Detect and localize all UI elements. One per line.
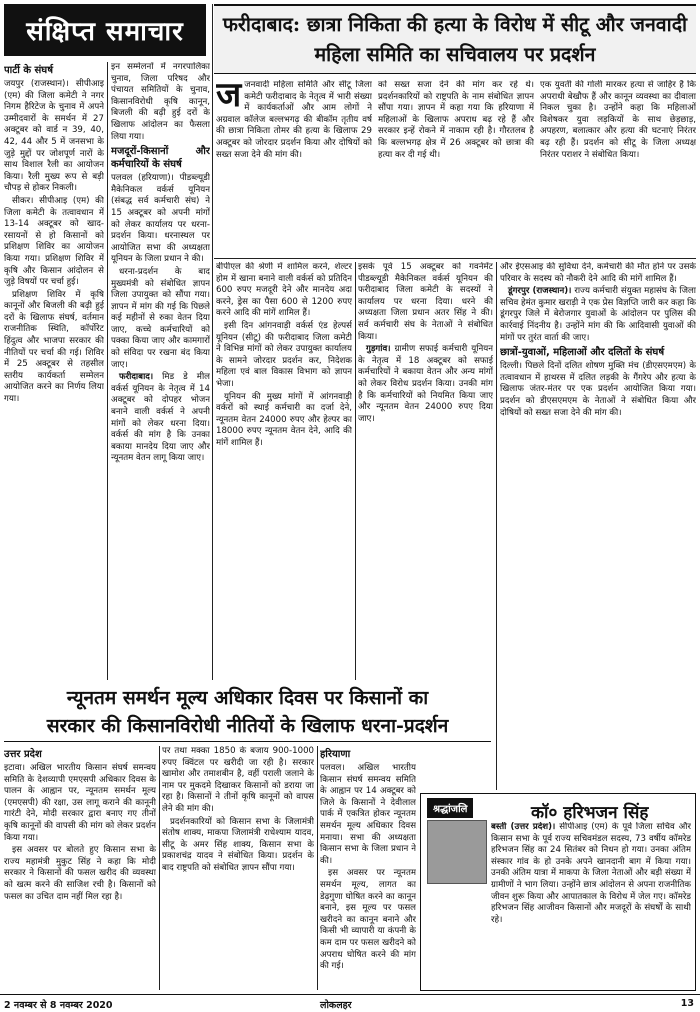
middle-column: [111, 62, 210, 680]
msp-headline-line-2: सरकार की किसानविरोधी नीतियों के खिलाफ धरना-प्रदर्शन: [46, 715, 449, 737]
top-story-col-1: [216, 80, 372, 256]
mid-place: फरीदाबाद।: [119, 372, 154, 383]
obituary-text-block: [491, 822, 691, 988]
bottom-col-1: [4, 746, 156, 990]
region-up: उत्तर प्रदेश: [4, 749, 42, 760]
right-place: डूंगरपुर (राजस्थान)।: [508, 286, 572, 297]
obituary-box: [420, 793, 696, 991]
left-story-1: जयपुर (राजस्थान)। सीपीआइ (एम) की जिला कमेटी ने नगर निगम हैरिटेज के चुनाव में अपने उम्मीदवारों के समर्थन में 27 अक्टूबर को वार्ड न 39, 40, 42, 44 और 5 में जनसभा के जुड़े मुद्दों पर जोशपूर्ण नारों के साथ विशाल रैली का आयोजन किया। रैली मुख्य रूप से बड़ी चौपड़ से होकर निकली।: [4, 79, 104, 194]
obituary-title: कॉ० हरिभजन सिंह: [531, 803, 649, 823]
mid-stories-text-5: ग्रामीण सफाई कर्मचारी यूनियन के नेतृत्व में 18 अक्टूबर को सफाई कर्मचारियों ने बकाया वेतन और अन्य मांगों को लेकर विरोध प्रदर्शन किया। उनकी मांग है कि कर्मचारियों को नियमित किया जाए और न्यूनतम वेतन 24000 रुपए दिया जाए।: [358, 344, 493, 424]
left-story-3: प्रशिक्षण शिविर में कृषि कानूनों और बिजली की बढ़ी हुई दरों के खिलाफ संघर्ष, वर्तमान राजनीतिक स्थिति, कॉर्पोरेट हिंदुत्व और भाजपा सरकार की नीतियों पर चर्चा की गई। शिविर में 25 अक्टूबर से तहसील स्तरीय कार्यकर्ता सम्मेलन आयोजित करने का निर्णय लिया गया।: [4, 289, 104, 405]
section-masthead: संक्षिप्त समाचार: [4, 4, 206, 56]
top-story-headline-box: [214, 4, 696, 74]
top-story-text-2: को सख्त सजा देने की मांग कर रहे थे। प्रदर्शनकारियों को राष्ट्रपति के नाम संबोधित ज्ञापन सौंपा गया। ज्ञापन में कहा गया कि हरियाणा में महिलाओं के खिलाफ अपराध बढ़ रहे हैं और सरकार इन्हें रोकने में नाकाम रही है। गौरतलब है कि बल्लभगढ़ क्षेत्र में 26 अक्टूबर को छात्रा की हत्या कर दी गई थी।: [378, 80, 534, 160]
top-story-text-3: एक युवती की गोली मारकर हत्या से जाहिर है कि अपराधी बेखौफ हैं और कानून व्यवस्था का दीवाला निकल चुका है। उन्होंने कहा कि महिलाओं विशेषकर युवा लड़कियों के साथ छेड़छाड़, अपहरण, बलात्कार और हत्या की घटनाएं निरंतर बढ़ रही हैं। प्रदर्शन को सीटू के जिला अध्यक्ष निरंतर पराशर ने संबोधित किया।: [540, 80, 696, 160]
mid-stories-text-2: इसी दिन आंगनवाड़ी वर्कर्स एंड हेल्पर्स यूनियन (सीटू) की फरीदाबाद जिला कमेटी ने विभिन्न मांगों को लेकर उपायुक्त कार्यालय के सामने जोरदार प्रदर्शन कर, निदेशक महिला एवं बाल विकास विभाग को ज्ञापन भेजा।: [216, 320, 352, 389]
region-haryana: हरियाणा: [320, 749, 351, 760]
bottom-text-2: इस अवसर पर बोलते हुए किसान सभा के राज्य महामंत्री मुकुट सिंह ने कहा कि मोदी सरकार ने किसानों की फसल खरीद की व्यवस्था को खत्म करने की साजिश रची है। किसानों को फसल का उचित दाम नहीं मिल रहा है।: [4, 845, 156, 902]
portrait-photo: [427, 820, 487, 884]
mid-stories-text-4: इसके पूर्व 15 अक्टूबर को गवर्नमेंट पीडब्ल्यूडी मैकेनिकल वर्कर्स यूनियन की फरीदाबाद जिला कमेटी के सदस्यों ने कार्यालय पर धरना दिया। धरने की अध्यक्षता जिला प्रधान अतर सिंह ने की। सर्व कर्मचारी संघ के नेताओं ने संबोधित किया।: [358, 262, 493, 342]
left-column: [4, 62, 104, 680]
bottom-col-3: [320, 746, 416, 990]
mid-story-2: पलवल (हरियाणा)। पीडब्ल्यूडी मैकेनिकल वर्कर्स यूनियन (संबद्ध सर्व कर्मचारी संघ) ने 15 अक्टूबर को अपनी मांगों को लेकर कार्यालय पर धरना-प्रदर्शन किया। धरनास्थल पर आयोजित सभा की अध्यक्षता यूनियन के जिला प्रधान ने की।: [111, 173, 210, 265]
mid-stories-text-3: यूनियन की मुख्य मांगों में आंगनवाड़ी वर्करों को स्थाई कर्मचारी का दर्जा देने, न्यूनतम वेतन 24000 रुपए और हेल्पर का 18000 रुपए न्यूनतम वेतन देने, आदि की मांगें शामिल हैं।: [216, 391, 352, 448]
bottom-text-3: पर तथा मक्का 1850 के बजाय 900-1000 रुपए क्विंटल पर खरीदी जा रही है। सरकार खामोश और तमाशबीन है, वहीं पराली जलाने के नाम पर मुकदमे दिखाकर किसानों को डराया जा रहा है। किसानों ने तीनों कृषि कानूनों को वापस लेने की मांग की।: [162, 746, 314, 814]
right-section-head: छात्रों-युवाओं, महिलाओं और दलितों के संघर्ष: [500, 347, 665, 359]
top-story-headline: फरीदाबाद: छात्रा निकिता की हत्या के विरोध में सीटू और जनवादी महिला समिति का सचिवालय पर प्रदर्शन: [222, 13, 688, 66]
msp-story-headline: [4, 684, 491, 742]
bottom-text-4: प्रदर्शनकारियों को किसान सभा के जिलामंत्री संतोष शाक्य, माकपा जिलामंत्री राधेश्याम यादव, सीटू के अमर सिंह शाक्य, किसान सभा के प्रकाशचंद्र यादव ने संबोधित किया। प्रदर्शन के बाद राष्ट्रपति को संबोधित ज्ञापन सौंपा गया।: [162, 816, 314, 873]
mid-stories-text-1: बीपीएल की श्रेणी में शामिल करने, शेल्टर होम में खाना बनाने वाली वर्कर्स को प्रतिदिन 600 रुपए मजदूरी देने और मानदेय अदा करने, ड्रेस का पैसा 600 से 1200 रुपए करने आदि की मांगें शामिल हैं।: [216, 262, 352, 319]
top-story-col-3: [540, 80, 696, 256]
obituary-place: बस्ती (उत्तर प्रदेश)।: [491, 822, 556, 832]
bottom-col-2: [162, 746, 314, 990]
mid-stories-col-2: [358, 262, 493, 680]
right-story-3: दिल्ली। पिछले दिनों दलित शोषण मुक्ति मंच (डीएसएमएम) के तत्वावधान में हाथरस में दलित लड़की के गैंगरेप और हत्या के खिलाफ जंतर-मंतर पर एक प्रदर्शन आयोजित किया गया। प्रदर्शन को डीएसएमएम के नेताओं ने संबोधित किया और दोषियों को सख्त सजा देने की मांग की।: [500, 361, 696, 418]
bottom-text-5: पलवल। अखिल भारतीय किसान संघर्ष समन्वय समिति के आह्वान पर 14 अक्टूबर को जिले के किसानों ने देवीलाल पार्क में एकत्रित होकर न्यूनतम समर्थन मूल्य अधिकार दिवस मनाया। सभा की अध्यक्षता किसान सभा के जिला प्रधान ने की।: [320, 763, 416, 866]
mid-stories-place: गुड़गांव।: [366, 344, 391, 355]
bottom-text-1: इटावा। अखिल भारतीय किसान संघर्ष समन्वय समिति के देशव्यापी एमएसपी अधिकार दिवस के पालन के आह्वान पर, न्यूनतम समर्थन मूल्य (एमएसपी) की रक्षा, उस लागू कराने की कानूनी गारंटी देने, मोदी सरकार द्वारा बनाए गए तीनों कृषि कानूनों की वापसी की मांग को लेकर प्रदर्शन किया गया।: [4, 763, 156, 843]
left-story-2: सीकर। सीपीआइ (एम) की जिला कमेटी के तत्वावधान में 13-14 अक्टूबर को खाद-रसायनों से हो किसानों को प्रशिक्षण शिविर का आयोजन किया गया। प्रशिक्षण शिविर में कृषि और किसान आंदोलन से जुड़े विषयों पर चर्चा हुई।: [4, 195, 104, 288]
footer-publication: लोकलहर: [320, 1000, 352, 1011]
msp-headline-line-1: न्यूनतम समर्थन मूल्य अधिकार दिवस पर किसानों का: [66, 687, 429, 709]
mid-story-3: धरना-प्रदर्शन के बाद मुख्यमंत्री को संबोधित ज्ञापन जिला उपायुक्त को सौंपा गया। ज्ञापन में मांग की गई कि पिछले कई महीनों से रुका वेतन दिया जाए, कच्चे कर्मचारियों को पक्का किया जाए और कामगारों को संविदा पर रखना बंद किया जाए।: [111, 266, 210, 370]
mid-section-head: मजदूरों-किसानों और कर्मचारियों के संघर्ष: [111, 146, 210, 171]
page-footer: [0, 994, 700, 1012]
mid-story-4: मिड डे मील वर्कर्स यूनियन के नेतृत्व में 14 अक्टूबर को दोपहर भोजन बनाने वाली वर्कर्स ने अपनी मांगों को लेकर धरना दिया। वर्कर्स की मांग है कि उनका बकाया मानदेय दिया जाए और न्यूनतम वेतन लागू किया जाए।: [111, 372, 210, 464]
right-story-2: राज्य कर्मचारी संयुक्त महासंघ के जिला सचिव हेमंत कुमार खराड़ी ने एक प्रेस विज्ञप्ति जारी कर कहा कि डूंगरपुर जिले में बेरोजगार युवाओं के आंदोलन पर पुलिस की कार्रवाई निंदनीय है। उन्होंने मांग की कि आदिवासी युवाओं की मांगों पर तुरंत वार्ता की जाए।: [500, 286, 696, 343]
drop-cap: ज: [216, 80, 242, 115]
footer-page-number: 13: [680, 998, 694, 1009]
footer-date: 2 नवम्बर से 8 नवम्बर 2020: [4, 1000, 113, 1011]
mid-story-1: इन सम्मेलनों में नगरपालिका चुनाव, जिला परिषद और पंचायत समितियों के चुनाव, किसानविरोधी कृषि कानून, बिजली की बढ़ी हुई दरों के खिलाफ आंदोलन का फैसला लिया गया।: [111, 62, 210, 142]
right-column: [500, 262, 696, 790]
obituary-tag: श्रद्धांजलि: [427, 798, 473, 818]
top-story-col-2: [378, 80, 534, 256]
obituary-text: सीपीआइ (एम) के पूर्व जिला सचिव और किसान सभा के पूर्व राज्य सचिवमंडल सदस्य, 73 वर्षीय कॉमरेड हरिभजन सिंह का 24 सितंबर को निधन हो गया। उनका अंतिम संस्कार गांव के हो उनके अपने खानदानी बाग में किया गया। उनकी अंतिम यात्रा में माकपा के जिला नेताओं और बड़ी संख्या में ग्रामीणों ने भाग लिया। उन्होंने छात्र आंदोलन से अपना राजनीतिक जीवन शुरू किया और आपातकाल के विरोध में जेल गए। कॉमरेड हरिभजन सिंह आजीवन किसानों और मजदूरों के संघर्षों के साथी रहे।: [491, 822, 691, 925]
bottom-text-6: इस अवसर पर न्यूनतम समर्थन मूल्य, लागत का डेढ़गुणा घोषित करने का कानून बनाने, इस मूल्य पर फसल खरीदने का कानून बनाने और किसी भी व्यापारी या कंपनी के कम दाम पर फसल खरीदने को अपराध घोषित करने की मांग की गई।: [320, 868, 416, 972]
top-story-text-1: जनवादी महिला समिति और सीटू जिला कमेटी फरीदाबाद के नेतृत्व में भारी संख्या में कार्यकर्ताओं और आम लोगों ने अग्रवाल कॉलेज बल्लभगढ़ की बीकॉम तृतीय वर्ष की छात्रा निकिता तोमर की हत्या के खिलाफ 29 अक्टूबर को जोरदार प्रदर्शन किया और दोषियों को सख्त सजा देने की मांग की।: [216, 80, 372, 160]
mid-stories-col-1: [216, 262, 352, 680]
left-section-head: पार्टी के संघर्ष: [4, 65, 53, 76]
right-story-1: और ईएसआइ की सुविधा देने, कर्मचारी की मौत होने पर उसके परिवार के सदस्य को नौकरी देने आदि की मांगें शामिल हैं।: [500, 262, 696, 284]
